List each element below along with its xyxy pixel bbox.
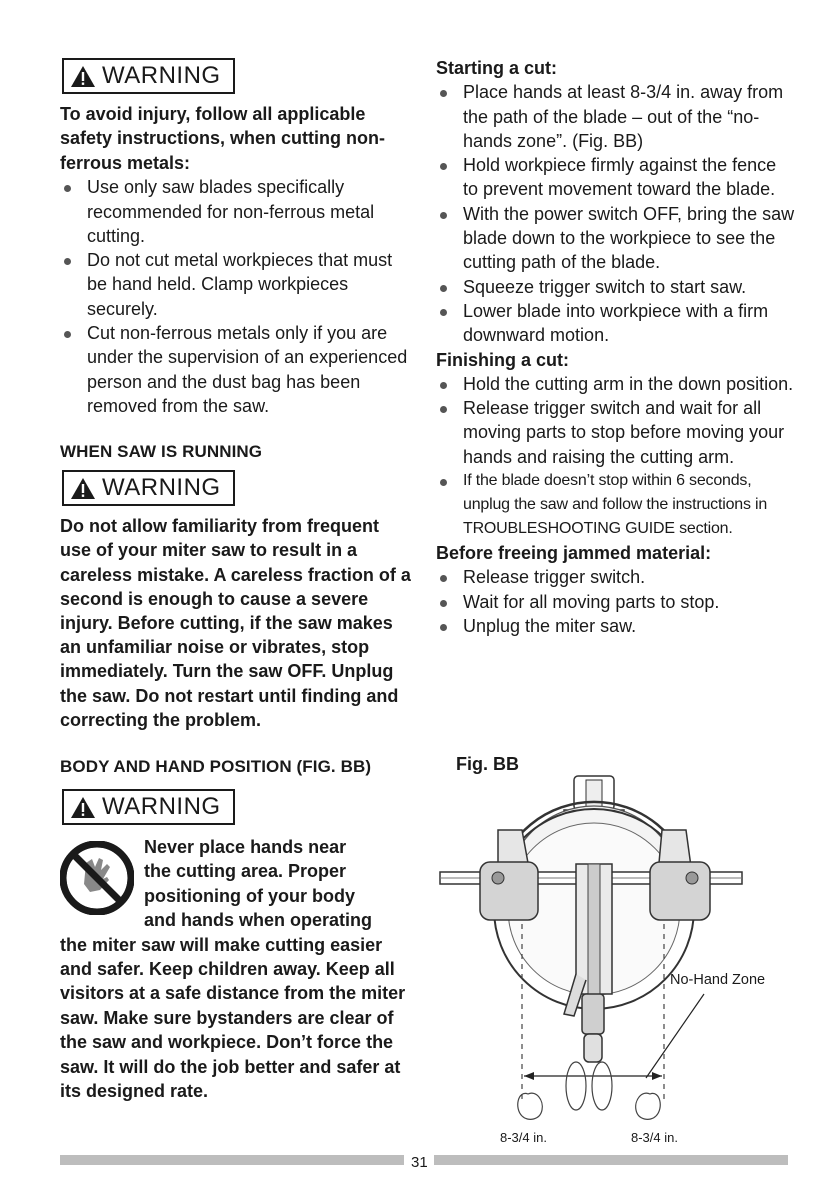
jammed-material-heading: Before freeing jammed material: [436, 543, 712, 564]
section-heading-running: WHEN SAW IS RUNNING [60, 442, 263, 462]
list-item: Place hands at least 8-3/4 in. away from the path of the blade – out of the “no-hands zone”. (Fig. BB) [436, 80, 796, 153]
footer-bar-right [434, 1155, 788, 1165]
list-item: Use only saw blades specifically recommended for non-ferrous metal cutting. [60, 175, 412, 248]
list-item: Cut non-ferrous metals only if you are under the supervision of an experienced person and the dust bag has been removed from the saw. [60, 321, 412, 418]
starting-cut-list [436, 80, 796, 347]
warning-box [62, 789, 235, 825]
footer-bar-left [60, 1155, 404, 1165]
starting-cut-heading: Starting a cut: [436, 58, 558, 78]
list-item: Squeeze trigger switch to start saw. [436, 275, 796, 299]
list-item: Unplug the miter saw. [436, 614, 796, 638]
distance-left-label: 8-3/4 in. [500, 1130, 547, 1145]
hands-warning [60, 835, 412, 1103]
warning-label: WARNING [102, 62, 221, 89]
page-number: 31 [411, 1154, 428, 1171]
left-column [60, 58, 412, 1103]
nonferrous-list [60, 175, 412, 418]
running-warning-text: Do not allow familiarity from frequent use of your miter saw to result in a careless mistake. A careless fraction of a second is enough to cause a severe injury. Before cutting, if the saw makes an unfamiliar noise or vibrates, stop immediately. Turn the saw OFF. Unplug the saw. Do not restart until finding and correcting the problem. [60, 516, 411, 730]
miter-saw-diagram [436, 774, 746, 1146]
right-column [436, 56, 796, 638]
list-item: Release trigger switch and wait for all moving parts to stop before moving your hands and raising the cutting arm. [436, 396, 796, 469]
warning-label: WARNING [102, 793, 221, 821]
list-item: With the power switch OFF, bring the saw blade down to the workpiece to see the cutting path of the blade. [436, 202, 796, 275]
list-item: Lower blade into workpiece with a firm downward motion. [436, 299, 796, 348]
list-item: Hold workpiece firmly against the fence to prevent movement toward the blade. [436, 153, 796, 202]
warning-triangle-icon [70, 65, 96, 88]
warning-triangle-icon [70, 796, 96, 819]
hands-text-indented: Never place hands near the cutting area. Proper positioning of your body and hands when operating [144, 837, 373, 931]
list-item: Hold the cutting arm in the down position. [436, 372, 796, 396]
finishing-cut-heading: Finishing a cut: [436, 349, 569, 370]
finishing-cut-list [436, 372, 796, 541]
list-item: If the blade doesn’t stop within 6 seconds, unplug the saw and follow the instructions in TROUBLESHOOTING GUIDE section. [436, 469, 796, 541]
distance-right-label: 8-3/4 in. [631, 1130, 678, 1145]
warning-box [62, 470, 235, 506]
warning-triangle-icon [70, 477, 96, 500]
list-item: Do not cut metal workpieces that must be hand held. Clamp workpieces securely. [60, 248, 412, 321]
list-item: Release trigger switch. [436, 565, 796, 589]
nonferrous-intro: To avoid injury, follow all applicable safety instructions, when cutting non-ferrous metals: [60, 104, 386, 173]
list-item: Wait for all moving parts to stop. [436, 590, 796, 614]
figure-label: Fig. BB [456, 754, 519, 774]
warning-box [62, 58, 235, 94]
jammed-material-list [436, 565, 796, 638]
no-hand-zone-label: No-Hand Zone [670, 972, 766, 988]
no-hands-icon [60, 841, 134, 915]
hands-text: the miter saw will make cutting easier and safer. Keep children away. Keep all visitors at a safe distance from the miter saw. Make sure bystanders are clear of the saw and workpiece. Don’t force the saw. It will do the job better and safer at its designed rate. [60, 934, 406, 1102]
warning-label: WARNING [102, 474, 221, 502]
section-heading-body-hand: BODY AND HAND POSITION (FIG. BB) [60, 757, 372, 777]
